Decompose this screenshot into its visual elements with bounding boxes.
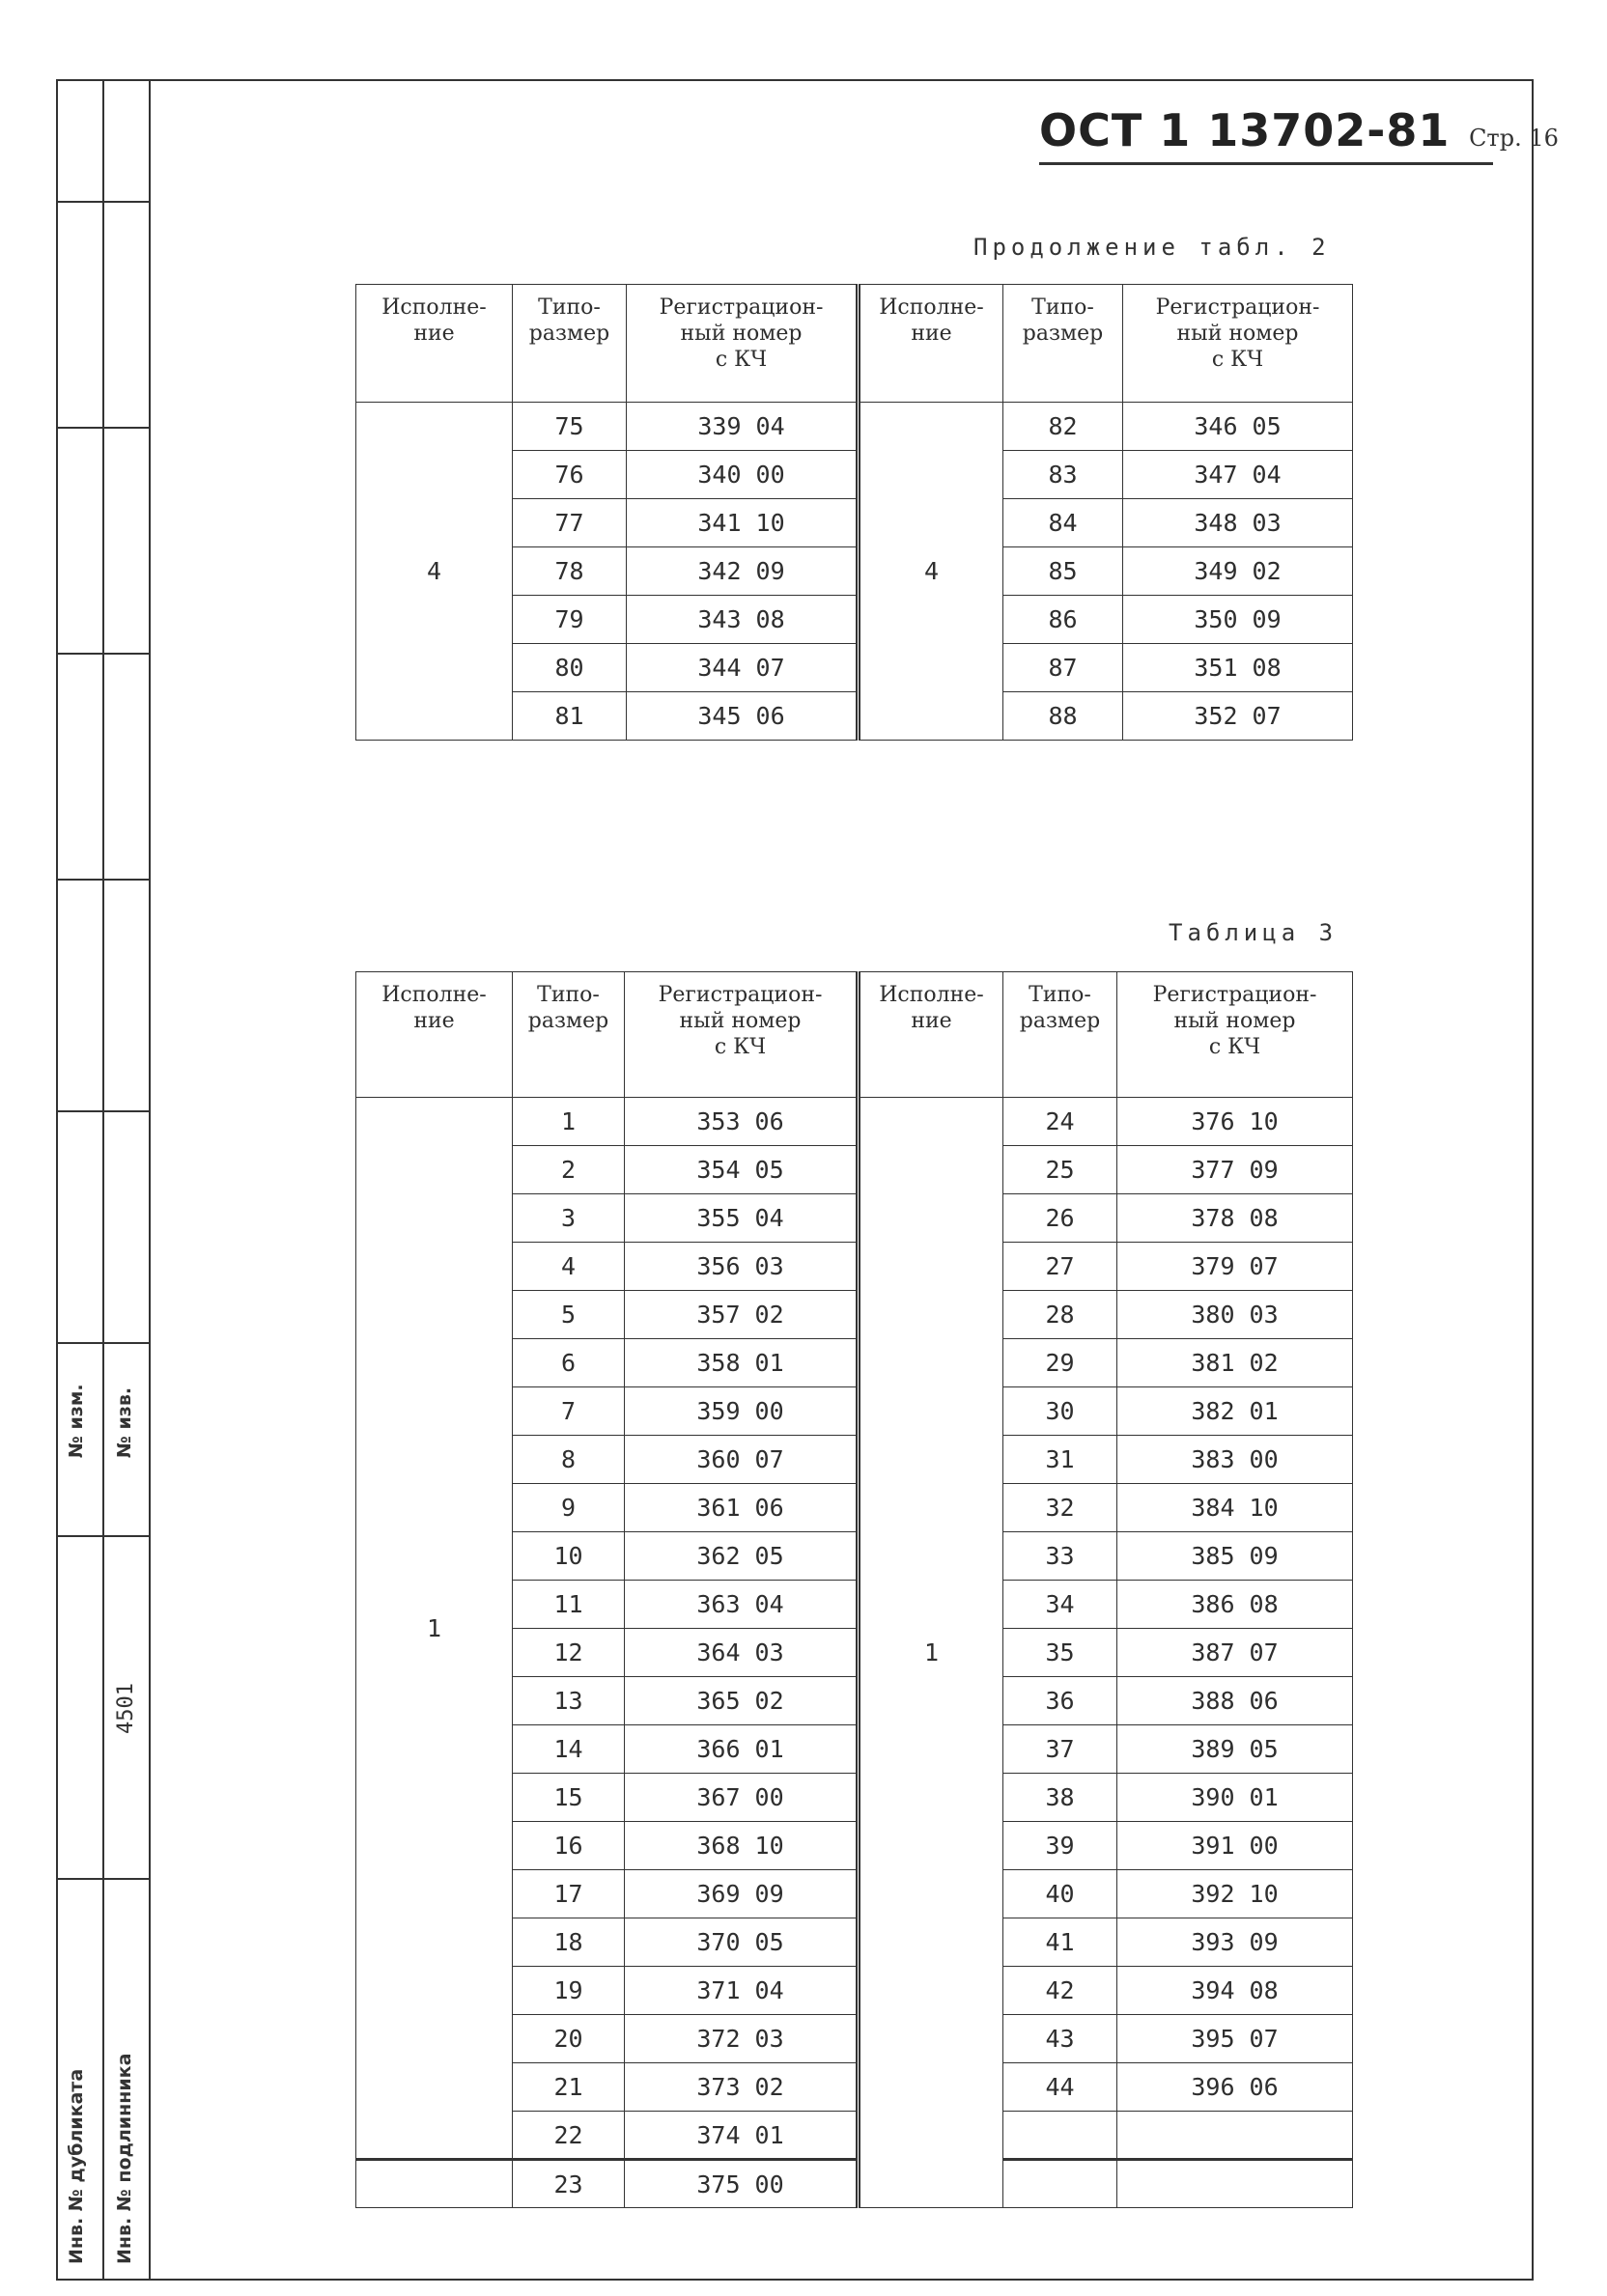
- size-cell: 2: [513, 1146, 625, 1194]
- ispolnenie-cell: 1: [356, 1098, 513, 2160]
- reg-number-cell: 382 01: [1117, 1387, 1353, 1436]
- size-cell: 35: [1003, 1629, 1117, 1677]
- reg-number-cell: 396 06: [1117, 2063, 1353, 2112]
- col-header-reg-number: Регистрацион- ный номер с КЧ: [625, 972, 859, 1098]
- size-cell: 81: [513, 692, 627, 741]
- size-cell: 39: [1003, 1822, 1117, 1870]
- reg-number-cell: 368 10: [625, 1822, 859, 1870]
- reg-number-cell: 370 05: [625, 1918, 859, 1967]
- reg-number-cell: 369 09: [625, 1870, 859, 1918]
- ispolnenie-cell: 1: [859, 1098, 1003, 2208]
- size-cell: 12: [513, 1629, 625, 1677]
- size-cell: 15: [513, 1774, 625, 1822]
- reg-number-cell: 359 00: [625, 1387, 859, 1436]
- size-cell: 30: [1003, 1387, 1117, 1436]
- reg-number-cell: 339 04: [627, 403, 859, 451]
- table-row: [356, 403, 1353, 451]
- reg-number-cell: 343 08: [627, 596, 859, 644]
- table3-caption: Таблица 3: [1169, 919, 1339, 946]
- stamp-cell-line: [56, 653, 149, 655]
- table3: [355, 971, 1353, 2208]
- size-cell: 26: [1003, 1194, 1117, 1243]
- reg-number-cell: 375 00: [625, 2160, 859, 2208]
- size-cell: [1003, 2160, 1117, 2208]
- size-cell: 44: [1003, 2063, 1117, 2112]
- size-cell: 78: [513, 547, 627, 596]
- col-header-tiporazmer: Типо- размер: [1003, 972, 1117, 1098]
- ispolnenie-cell: [356, 2160, 513, 2208]
- ispolnenie-cell: 4: [356, 403, 513, 741]
- stamp-podl-label: Инв. № подлинника: [114, 2053, 135, 2264]
- col-header-reg-number: Регистрацион- ный номер с КЧ: [627, 285, 859, 403]
- reg-number-cell: 374 01: [625, 2112, 859, 2160]
- reg-number-cell: 391 00: [1117, 1822, 1353, 1870]
- reg-number-cell: 366 01: [625, 1725, 859, 1774]
- stamp-cell-line: [56, 879, 149, 881]
- col-header-tiporazmer: Типо- размер: [513, 972, 625, 1098]
- reg-number-cell: 384 10: [1117, 1484, 1353, 1532]
- reg-number-cell: 360 07: [625, 1436, 859, 1484]
- size-cell: 4: [513, 1243, 625, 1291]
- size-cell: 16: [513, 1822, 625, 1870]
- reg-number-cell: 349 02: [1123, 547, 1353, 596]
- size-cell: 8: [513, 1436, 625, 1484]
- reg-number-cell: 344 07: [627, 644, 859, 692]
- size-cell: 75: [513, 403, 627, 451]
- reg-number-cell: 354 05: [625, 1146, 859, 1194]
- reg-number-cell: 353 06: [625, 1098, 859, 1146]
- size-cell: 5: [513, 1291, 625, 1339]
- size-cell: 33: [1003, 1532, 1117, 1581]
- size-cell: 41: [1003, 1918, 1117, 1967]
- reg-number-cell: 385 09: [1117, 1532, 1353, 1581]
- size-cell: 18: [513, 1918, 625, 1967]
- size-cell: 36: [1003, 1677, 1117, 1725]
- stamp-dubl-label: Инв. № дубликата: [66, 2068, 87, 2264]
- stamp-column-divider: [102, 79, 104, 2281]
- size-cell: 29: [1003, 1339, 1117, 1387]
- reg-number-cell: 394 08: [1117, 1967, 1353, 2015]
- size-cell: 25: [1003, 1146, 1117, 1194]
- reg-number-cell: 362 05: [625, 1532, 859, 1581]
- size-cell: [1003, 2112, 1117, 2160]
- reg-number-cell: 390 01: [1117, 1774, 1353, 1822]
- col-header-tiporazmer: Типо- размер: [513, 285, 627, 403]
- size-cell: 10: [513, 1532, 625, 1581]
- stamp-cell-line: [56, 1535, 149, 1537]
- reg-number-cell: 393 09: [1117, 1918, 1353, 1967]
- stamp-izv-label: № изв.: [114, 1386, 135, 1458]
- stamp-cell-line: [56, 1110, 149, 1112]
- table2: [355, 284, 1353, 741]
- col-header-tiporazmer: Типо- размер: [1003, 285, 1123, 403]
- stamp-column-divider: [149, 79, 151, 2281]
- size-cell: 85: [1003, 547, 1123, 596]
- size-cell: 1: [513, 1098, 625, 1146]
- col-header-reg-number: Регистрацион- ный номер с КЧ: [1123, 285, 1353, 403]
- reg-number-cell: [1117, 2160, 1353, 2208]
- size-cell: 3: [513, 1194, 625, 1243]
- reg-number-cell: 388 06: [1117, 1677, 1353, 1725]
- size-cell: 17: [513, 1870, 625, 1918]
- reg-number-cell: 361 06: [625, 1484, 859, 1532]
- table2-caption: Продолжение табл. 2: [973, 234, 1331, 261]
- reg-number-cell: 386 08: [1117, 1581, 1353, 1629]
- col-header-ispolnenie: Исполне- ние: [859, 285, 1003, 403]
- col-header-ispolnenie: Исполне- ние: [859, 972, 1003, 1098]
- table-row: [356, 2160, 1353, 2208]
- reg-number-cell: 347 04: [1123, 451, 1353, 499]
- size-cell: 88: [1003, 692, 1123, 741]
- size-cell: 34: [1003, 1581, 1117, 1629]
- size-cell: 84: [1003, 499, 1123, 547]
- size-cell: 83: [1003, 451, 1123, 499]
- reg-number-cell: 357 02: [625, 1291, 859, 1339]
- col-header-ispolnenie: Исполне- ние: [356, 972, 513, 1098]
- size-cell: 87: [1003, 644, 1123, 692]
- stamp-cell-line: [56, 427, 149, 429]
- reg-number-cell: 345 06: [627, 692, 859, 741]
- size-cell: 76: [513, 451, 627, 499]
- size-cell: 79: [513, 596, 627, 644]
- size-cell: 21: [513, 2063, 625, 2112]
- reg-number-cell: 363 04: [625, 1581, 859, 1629]
- size-cell: 28: [1003, 1291, 1117, 1339]
- reg-number-cell: 356 03: [625, 1243, 859, 1291]
- stamp-cell-line: [56, 1878, 149, 1880]
- reg-number-cell: 352 07: [1123, 692, 1353, 741]
- reg-number-cell: 348 03: [1123, 499, 1353, 547]
- col-header-ispolnenie: Исполне- ние: [356, 285, 513, 403]
- stamp-cell-line: [56, 1342, 149, 1344]
- reg-number-cell: [1117, 2112, 1353, 2160]
- reg-number-cell: 340 00: [627, 451, 859, 499]
- reg-number-cell: 358 01: [625, 1339, 859, 1387]
- reg-number-cell: 355 04: [625, 1194, 859, 1243]
- document-code: ОСТ 1 13702-81: [1039, 104, 1451, 156]
- size-cell: 20: [513, 2015, 625, 2063]
- size-cell: 40: [1003, 1870, 1117, 1918]
- ispolnenie-cell: 4: [859, 403, 1003, 741]
- reg-number-cell: 346 05: [1123, 403, 1353, 451]
- size-cell: 80: [513, 644, 627, 692]
- size-cell: 43: [1003, 2015, 1117, 2063]
- page-header: [1039, 104, 1559, 165]
- stamp-cell-line: [56, 201, 149, 203]
- reg-number-cell: 383 00: [1117, 1436, 1353, 1484]
- stamp-podl-number: 4501: [114, 1683, 138, 1734]
- size-cell: 77: [513, 499, 627, 547]
- reg-number-cell: 389 05: [1117, 1725, 1353, 1774]
- reg-number-cell: 377 09: [1117, 1146, 1353, 1194]
- size-cell: 13: [513, 1677, 625, 1725]
- size-cell: 86: [1003, 596, 1123, 644]
- reg-number-cell: 342 09: [627, 547, 859, 596]
- table-row: [356, 1098, 1353, 1146]
- stamp-izm-label: № изм.: [66, 1384, 87, 1458]
- size-cell: 9: [513, 1484, 625, 1532]
- size-cell: 14: [513, 1725, 625, 1774]
- reg-number-cell: 380 03: [1117, 1291, 1353, 1339]
- reg-number-cell: 351 08: [1123, 644, 1353, 692]
- reg-number-cell: 376 10: [1117, 1098, 1353, 1146]
- page-number: Стр. 16: [1469, 125, 1559, 152]
- size-cell: 6: [513, 1339, 625, 1387]
- col-header-reg-number: Регистрацион- ный номер с КЧ: [1117, 972, 1353, 1098]
- reg-number-cell: 341 10: [627, 499, 859, 547]
- reg-number-cell: 372 03: [625, 2015, 859, 2063]
- reg-number-cell: 364 03: [625, 1629, 859, 1677]
- reg-number-cell: 365 02: [625, 1677, 859, 1725]
- size-cell: 37: [1003, 1725, 1117, 1774]
- reg-number-cell: 350 09: [1123, 596, 1353, 644]
- size-cell: 32: [1003, 1484, 1117, 1532]
- size-cell: 19: [513, 1967, 625, 2015]
- size-cell: 38: [1003, 1774, 1117, 1822]
- size-cell: 24: [1003, 1098, 1117, 1146]
- size-cell: 11: [513, 1581, 625, 1629]
- reg-number-cell: 379 07: [1117, 1243, 1353, 1291]
- reg-number-cell: 367 00: [625, 1774, 859, 1822]
- reg-number-cell: 378 08: [1117, 1194, 1353, 1243]
- size-cell: 31: [1003, 1436, 1117, 1484]
- size-cell: 82: [1003, 403, 1123, 451]
- size-cell: 22: [513, 2112, 625, 2160]
- reg-number-cell: 373 02: [625, 2063, 859, 2112]
- reg-number-cell: 381 02: [1117, 1339, 1353, 1387]
- size-cell: 23: [513, 2160, 625, 2208]
- size-cell: 42: [1003, 1967, 1117, 2015]
- reg-number-cell: 392 10: [1117, 1870, 1353, 1918]
- size-cell: 27: [1003, 1243, 1117, 1291]
- reg-number-cell: 387 07: [1117, 1629, 1353, 1677]
- reg-number-cell: 371 04: [625, 1967, 859, 2015]
- size-cell: 7: [513, 1387, 625, 1436]
- reg-number-cell: 395 07: [1117, 2015, 1353, 2063]
